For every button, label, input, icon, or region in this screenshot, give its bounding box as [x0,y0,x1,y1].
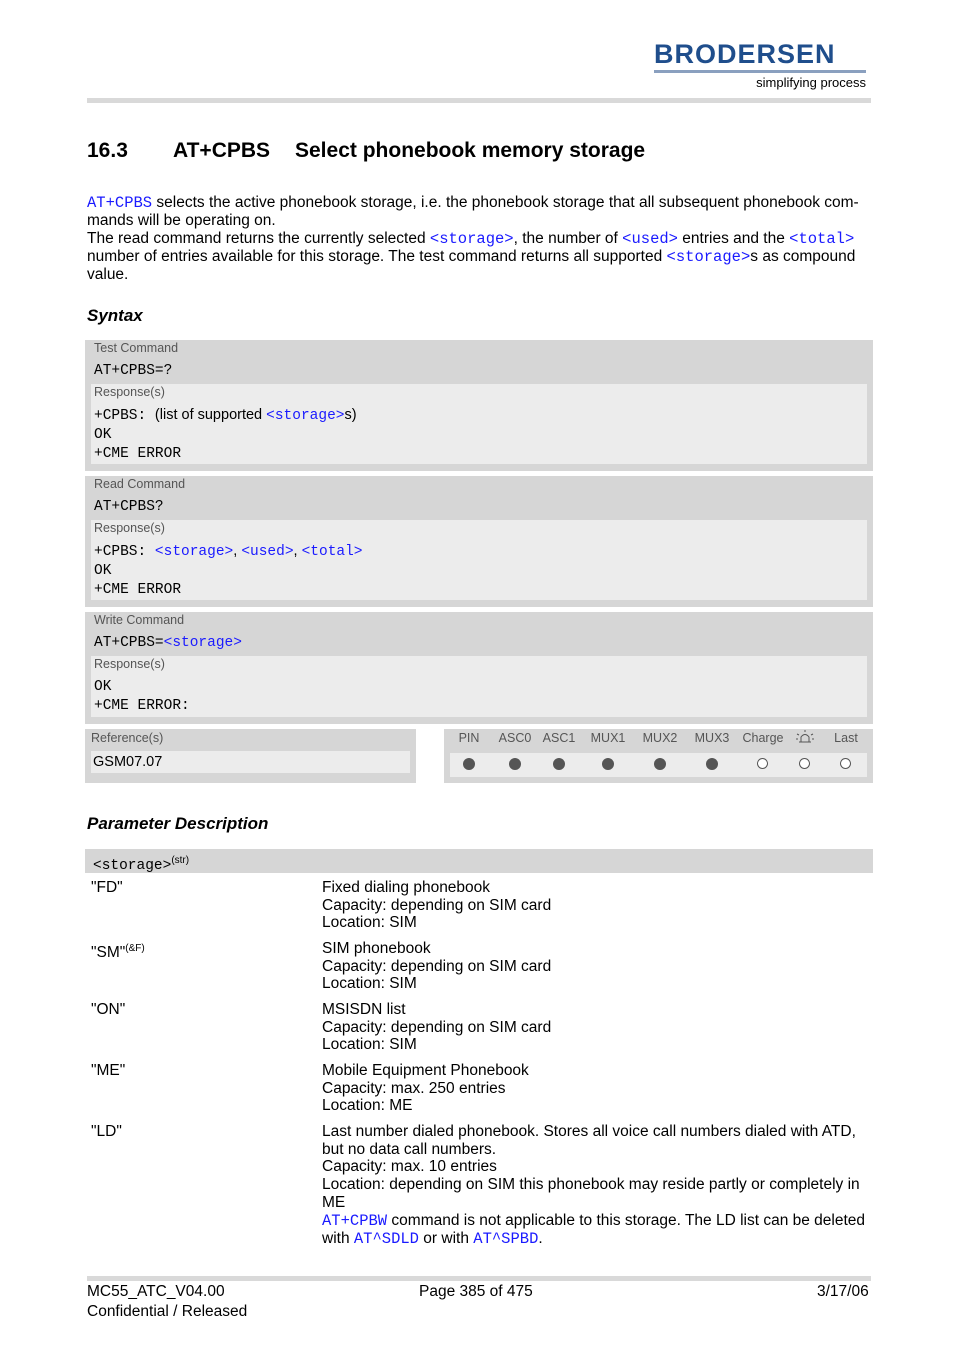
logo-wordmark: BRODERSEN [654,39,836,69]
title-command: AT+CPBS [173,139,271,162]
storage-link[interactable]: <storage> [266,408,345,424]
param-description: Fixed dialing phonebook Capacity: depending on SIM card Location: SIM [322,879,552,932]
response-ok: OK [94,679,112,695]
title-text: Select phonebook memory storage [295,139,646,162]
pin-state-mux1 [602,758,614,770]
pin-mux-table [444,729,873,783]
response-error: +CME ERROR [94,446,182,462]
sdld-link[interactable]: AT^SDLD [353,1230,419,1249]
intro-paragraph-1: AT+CPBS selects the active phonebook storage, i.e. the phonebook storage that all subsequent phonebook com-mands will be operating on. [87,194,859,229]
parameter-name: <storage> [93,857,172,874]
syntax-heading: Syntax [87,306,143,325]
response-line: +CPBS: (list of supported <storage>s) [94,407,357,424]
section-number: 16.3 [87,139,128,162]
reference-label: Reference(s) [91,731,164,745]
used-link[interactable]: <used> [622,230,678,248]
header-last: Last [834,731,858,745]
pin-state-mux2 [654,758,666,770]
response-label: Response(s) [94,385,165,399]
header-mux3: MUX3 [694,731,730,745]
param-value: "SM"$^{(\&F)}$ [91,943,145,962]
total-link[interactable]: <total> [301,544,363,560]
footer-doc-id: MC55_ATC_V04.00 [87,1283,225,1300]
total-link[interactable]: <total> [789,230,855,248]
storage-link[interactable]: <storage> [429,230,514,248]
logo-tagline: simplifying process [756,75,866,90]
header-rule [87,98,871,103]
footer-page-number: Page 385 of 475 [419,1283,533,1300]
response-box [91,656,867,717]
reference-value: GSM07.07 [91,751,410,773]
block-label: Test Command [94,341,179,355]
footer-date: 3/17/06 [817,1283,869,1300]
intro-text [87,194,872,284]
param-description: SIM phonebook Capacity: depending on SIM card Location: SIM [322,940,552,993]
parameter-type: (str) [171,855,190,866]
param-value: "ME" [91,1062,126,1079]
response-label: Response(s) [94,657,165,671]
header-pin: PIN [458,731,480,745]
pin-state-asc0 [509,758,521,770]
response-error: +CME ERROR [94,582,182,598]
command-text: AT+CPBS? [94,499,164,515]
used-link[interactable]: <used> [241,544,294,560]
response-label: Response(s) [94,521,165,535]
cpbs-link[interactable]: AT+CPBS [87,194,153,212]
param-description: MSISDN list Capacity: depending on SIM card Location: SIM [322,1001,552,1054]
response-box [91,520,867,600]
pin-state-charge [757,758,768,769]
logo-underline [654,70,866,73]
block-label: Read Command [94,477,186,491]
command-text: AT+CPBS=? [94,363,173,379]
pin-state-asc1 [553,758,565,770]
intro-paragraph-2: The read command returns the currently selected <storage>, the number of <used> entries and the <total> number of entries available for this storage. The test command returns all supported <storage>s as compound value. [87,230,856,283]
footer-status: Confidential / Released [87,1303,248,1320]
response-box [91,384,867,464]
command-text: AT+CPBS=<storage> [94,635,242,651]
test-command-block [85,340,873,471]
storage-link[interactable]: <storage> [666,248,751,266]
pin-state-mux3 [706,758,718,770]
response-ok: OK [94,427,112,443]
storage-link[interactable]: <storage> [163,635,242,651]
spbd-link[interactable]: AT^SPBD [473,1230,539,1249]
response-ok: OK [94,563,112,579]
reference-box [85,729,416,783]
param-value: "FD" [91,879,123,896]
pin-state-pin [463,758,475,770]
brodersen-logo [654,40,866,96]
storage-link[interactable]: <storage> [154,544,234,560]
parameter-name-bar [85,849,873,873]
header-asc0: ASC0 [498,731,532,745]
response-error: +CME ERROR: [94,698,190,714]
read-command-block [85,476,873,607]
pin-state-last [840,758,851,769]
param-description: Last number dialed phonebook. Stores all voice call numbers dialed with ATD, but no data call numbers. Capacity: max. 10 entries Location: depending on SIM this phonebook may reside partly or completely in ME AT+CPBW command is not applicable to this storage. The LD list can be deleted with AT^SDLD or with AT^SPBD. [322,1123,866,1249]
parameter-heading: Parameter Description [87,814,269,833]
param-value: "ON" [91,1001,126,1018]
param-description: Mobile Equipment Phonebook Capacity: max. 250 entries Location: ME [322,1062,529,1115]
pin-state-alarm [799,758,810,769]
header-asc1: ASC1 [542,731,576,745]
page-title [87,139,645,163]
footer-rule [87,1276,871,1281]
write-command-block [85,612,873,724]
cpbw-link[interactable]: AT+CPBW [322,1211,388,1230]
block-label: Write Command [94,613,185,627]
header-mux2: MUX2 [642,731,678,745]
param-value: "LD" [91,1123,122,1140]
header-charge: Charge [742,731,784,745]
header-mux1: MUX1 [590,731,626,745]
response-line: +CPBS: <storage>, <used>, <total> [94,543,363,560]
